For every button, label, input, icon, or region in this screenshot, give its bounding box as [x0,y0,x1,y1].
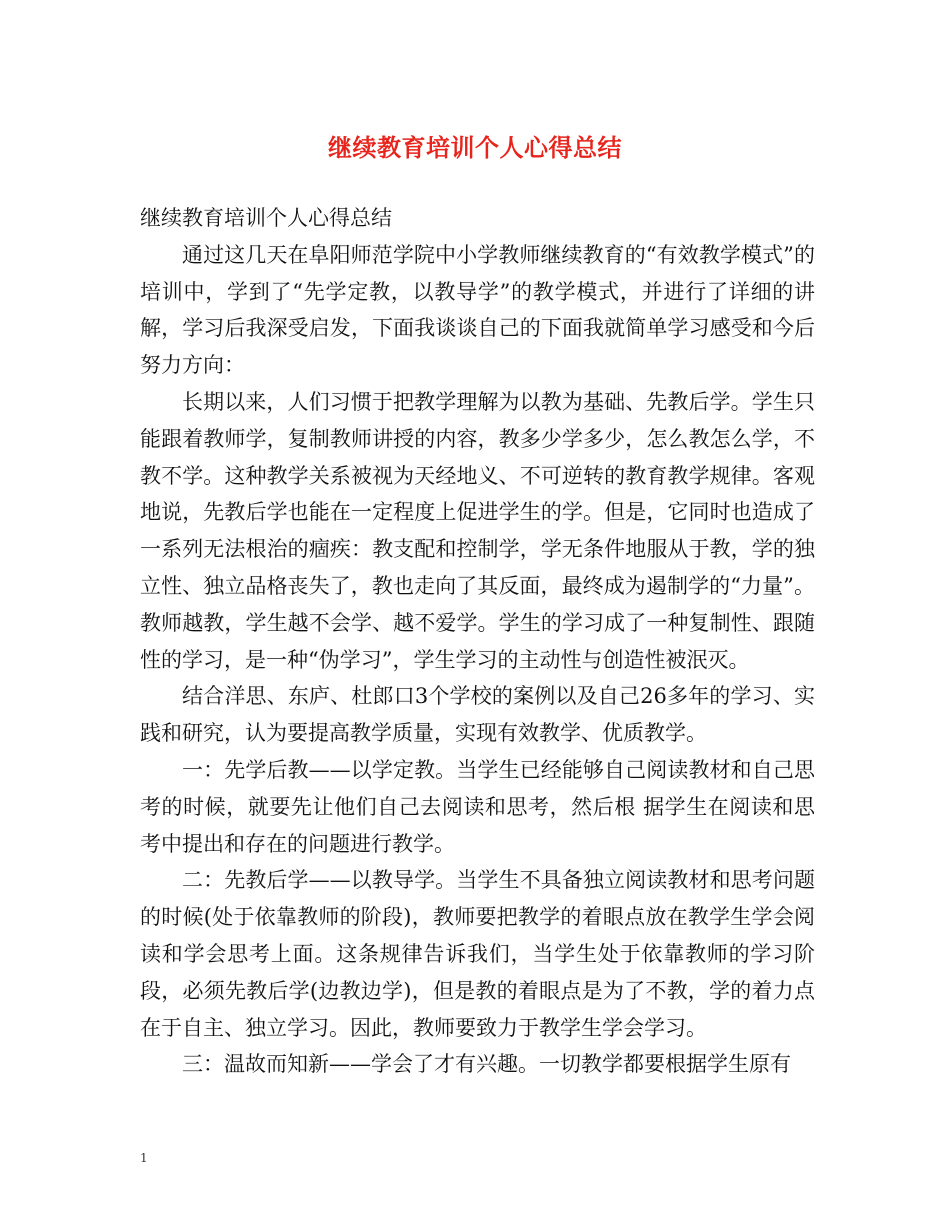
page-number: 1 [140,1151,148,1165]
paragraph-point-one: 一：先学后教——以学定教。当学生已经能够自己阅读教材和自己思考的时候，就要先让他们自己去阅读和思考，然后根 据学生在阅读和思考中提出和存在的问题进行教学。 [140,757,815,856]
paragraph-background: 长期以来，人们习惯于把教学理解为以教为基础、先教后学。学生只能跟着教师学，复制教师讲授的内容，教多少学多少，怎么教怎么学，不教不学。这种教学关系被视为天经地义、不可逆转的教育教学规律。客观地说，先教后学也能在一定程度上促进学生的学。但是，它同时也造成了一系列无法根治的痼疾：教支配和控制学，学无条件地服从于教，学的独立性、独立品格丧失了，教也走向了其反面，最终成为遏制学的“力量”。教师越教，学生越不会学、越不爱学。学生的学习成了一种复制性、跟随性的学习，是一种“伪学习”，学生学习的主动性与创造性被泯灭。 [140,389,815,672]
paragraph-point-three: 三：温故而知新——学会了才有兴趣。一切教学都要根据学生原有 [182,1052,791,1077]
document-title: 继续教育培训个人心得总结 [328,133,622,162]
paragraph-intro: 通过这几天在阜阳师范学院中小学教师继续教育的“有效教学模式”的培训中，学到了“先学定教，以教导学”的教学模式，并进行了详细的讲解，学习后我深受启发，下面我谈谈自己的下面我就简单学习感受和今后努力方向： [140,242,815,378]
paragraph-heading: 继续教育培训个人心得总结 [140,206,392,230]
paragraph-summary: 结合洋思、东庐、杜郎口3个学校的案例以及自己26多年的学习、实践和研究，认为要提高教学质量，实现有效教学、优质教学。 [140,684,815,746]
document-body [140,200,815,1083]
paragraph-point-two: 二：先教后学——以教导学。当学生不具备独立阅读教材和思考问题的时候(处于依靠教师的阶段)，教师要把教学的着眼点放在教学生学会阅读和学会思考上面。这条规律告诉我们，当学生处于依靠教师的学习阶段，必须先教后学(边教边学)，但是教的着眼点是为了不教，学的着力点在于自主、独立学习。因此，教师要致力于教学生学会学习。 [140,868,815,1040]
